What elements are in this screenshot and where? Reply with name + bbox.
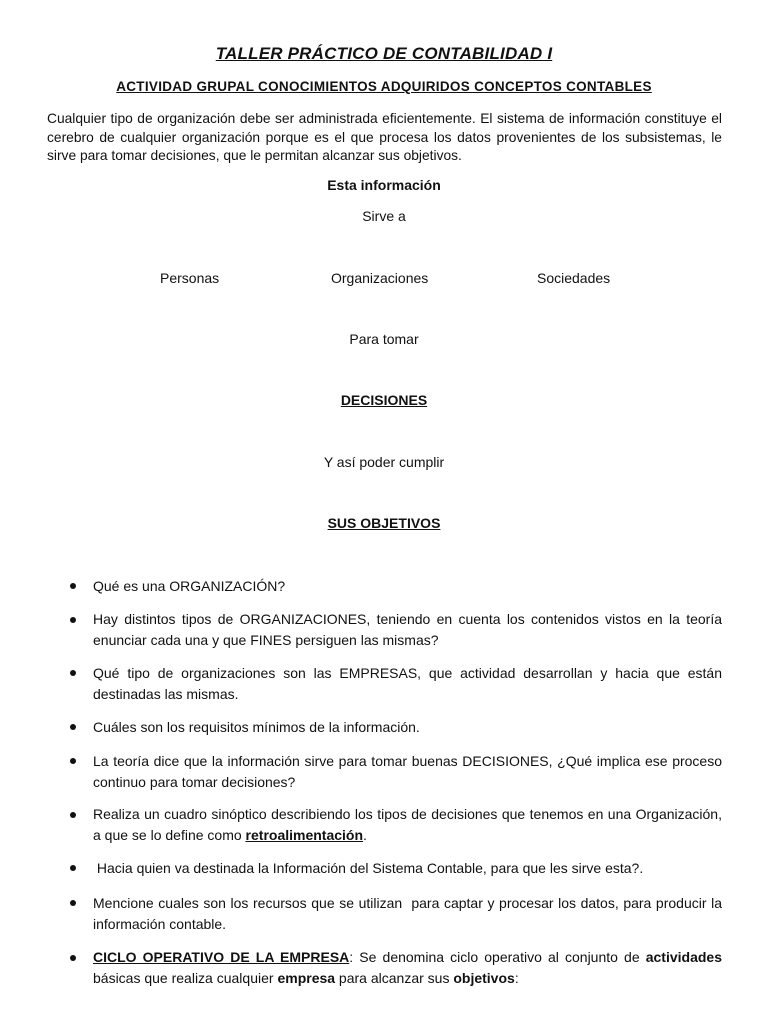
- cycle-text: : Se denomina ciclo operativo al conjunto de: [349, 949, 646, 965]
- cycle-bold: empresa: [277, 969, 336, 986]
- bullet: [70, 758, 76, 764]
- diagram-and-fulfill: Y así poder cumplir: [323, 454, 445, 470]
- bullet: [70, 670, 76, 676]
- list-item-text: Realiza un cuadro sinóptico describiendo los tipos de decisiones que tenemos en una Organización, a que se lo define como: [93, 806, 722, 843]
- bullet: [70, 812, 76, 818]
- cycle-text: para alcanzar sus: [335, 969, 454, 986]
- bullet: [70, 583, 76, 589]
- list-item: La teoría dice que la información sirve para tomar buenas DECISIONES, ¿Qué implica ese proceso continuo para tomar decisiones?: [93, 753, 722, 790]
- target-sociedades: Sociedades: [537, 270, 611, 286]
- target-organizaciones: Organizaciones: [331, 270, 429, 286]
- list-item: Hay distintos tipos de ORGANIZACIONES, teniendo en cuenta los contenidos vistos en la teoría enunciar cada una y que FINES persiguen las mismas?: [93, 611, 722, 648]
- cycle-definition: [93, 947, 722, 988]
- list-item: Qué tipo de organizaciones son las EMPRESAS, que actividad desarrollan y hacia que están destinadas las mismas.: [93, 665, 722, 702]
- document-subtitle: ACTIVIDAD GRUPAL CONOCIMIENTOS ADQUIRIDOS CONCEPTOS CONTABLES: [116, 79, 652, 94]
- cycle-text: :: [514, 969, 519, 986]
- list-item-text: .: [363, 826, 367, 843]
- list-item: Qué es una ORGANIZACIÓN?: [93, 578, 286, 594]
- list-item: [93, 804, 722, 845]
- diagram-decisions: DECISIONES: [340, 392, 428, 408]
- target-personas: Personas: [160, 270, 220, 286]
- document-title: TALLER PRÁCTICO DE CONTABILIDAD I: [215, 44, 553, 63]
- intro-paragraph: Cualquier tipo de organización debe ser administrada eficientemente. El sistema de información constituye el cerebro de cualquier organización porque es el que procesa los datos provenientes de los subsistemas, le sirve para tomar decisiones, que le permitan alcanzar sus objetivos.: [47, 111, 722, 163]
- cycle-term: CICLO OPERATIVO DE LA EMPRESA: [93, 949, 350, 965]
- bullet: [70, 955, 76, 961]
- cycle-text: básicas que realiza cualquier: [93, 969, 278, 986]
- bullet: [70, 724, 76, 730]
- diagram-objectives: SUS OBJETIVOS: [327, 515, 441, 531]
- list-item-emphasis: retroalimentación: [245, 826, 364, 843]
- list-item: Mencione cuales son los recursos que se utilizan para captar y procesar los datos, para producir la información contable.: [93, 895, 726, 932]
- list-item: Cuáles son los requisitos mínimos de la información.: [93, 719, 420, 735]
- diagram-to-take: Para tomar: [349, 331, 419, 347]
- diagram-serves: Sirve a: [362, 208, 406, 224]
- cycle-bold: objetivos: [453, 969, 515, 986]
- bullet: [70, 617, 76, 623]
- bullet: [70, 900, 76, 906]
- cycle-bold: actividades: [645, 949, 722, 965]
- list-item: Hacia quien va destinada la Información del Sistema Contable, para que les sirve esta?.: [93, 860, 644, 876]
- diagram-heading: Esta información: [327, 177, 441, 193]
- bullet: [70, 865, 76, 871]
